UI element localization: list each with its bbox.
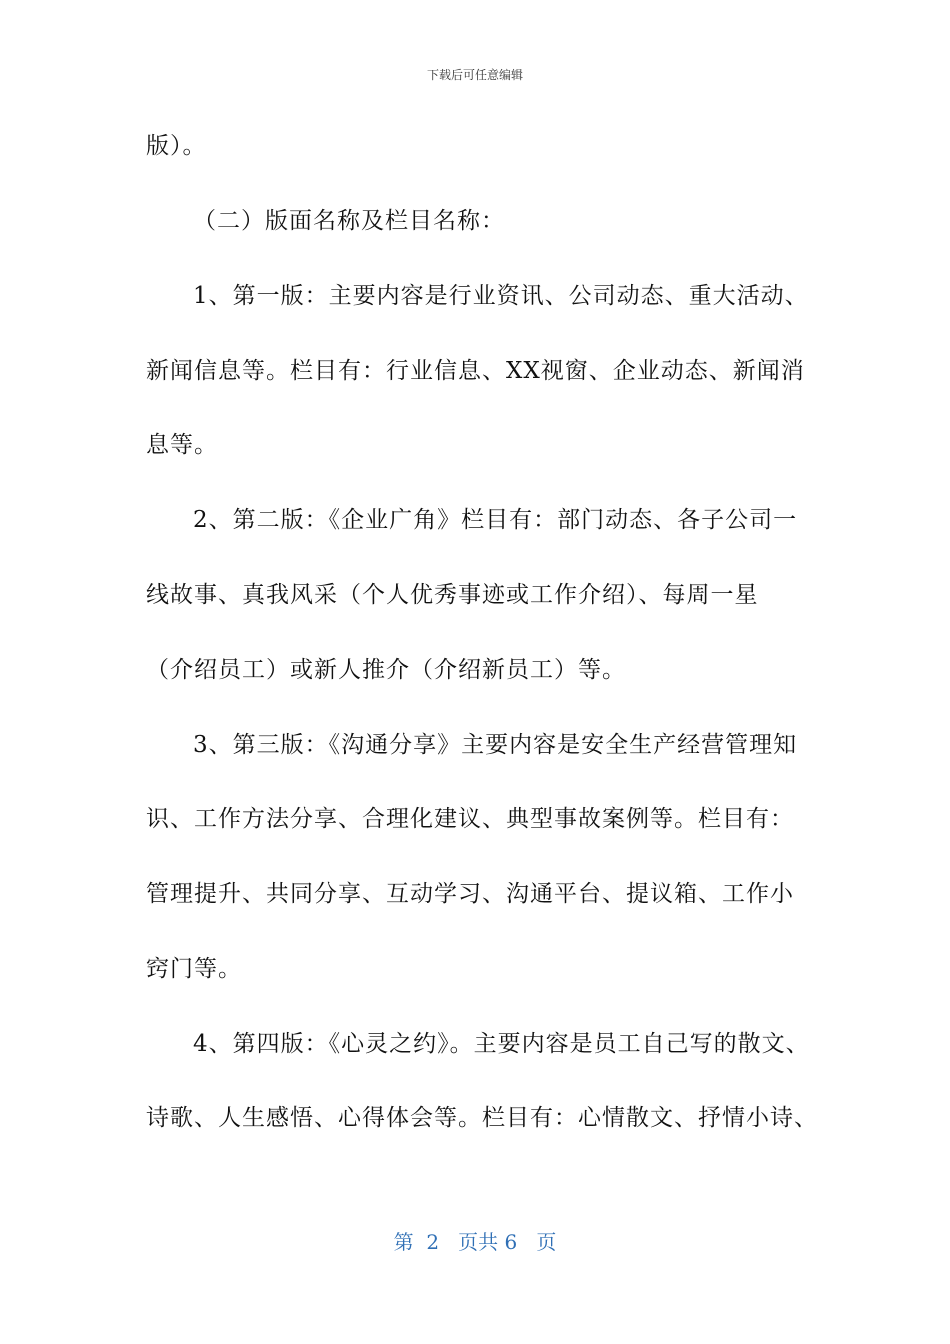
- body-line: 3、第三版：《沟通分享》主要内容是安全生产经营管理知: [193, 732, 798, 758]
- body-line: 识、工作方法分享、合理化建议、典型事故案例等。栏目有：: [146, 806, 794, 832]
- body-line: 息等。: [146, 432, 218, 458]
- body-line: （介绍员工）或新人推介（介绍新员工）等。: [146, 657, 626, 683]
- body-line: 1、第一版：主要内容是行业资讯、公司动态、重大活动、: [193, 283, 809, 309]
- body-line: 2、第二版：《企业广角》栏目有：部门动态、各子公司一: [193, 507, 798, 533]
- body-line: 诗歌、人生感悟、心得体会等。栏目有：心情散文、抒情小诗、: [146, 1105, 818, 1131]
- body-line: 4、第四版：《心灵之约》。主要内容是员工自己写的散文、: [193, 1031, 810, 1057]
- section-heading: （二）版面名称及栏目名称：: [193, 208, 505, 234]
- body-line: 线故事、真我风采（个人优秀事迹或工作介绍）、每周一星: [146, 582, 759, 608]
- page-header: 下载后可任意编辑: [426, 68, 523, 82]
- body-line: 窍门等。: [146, 956, 242, 982]
- page-number-footer: 第 2 页共 6 页: [393, 1230, 557, 1254]
- body-line: 管理提升、共同分享、互动学习、沟通平台、提议箱、工作小: [146, 881, 794, 907]
- body-line: 版）。: [146, 133, 207, 159]
- body-line: 新闻信息等。栏目有：行业信息、XX视窗、企业动态、新闻消: [146, 358, 805, 384]
